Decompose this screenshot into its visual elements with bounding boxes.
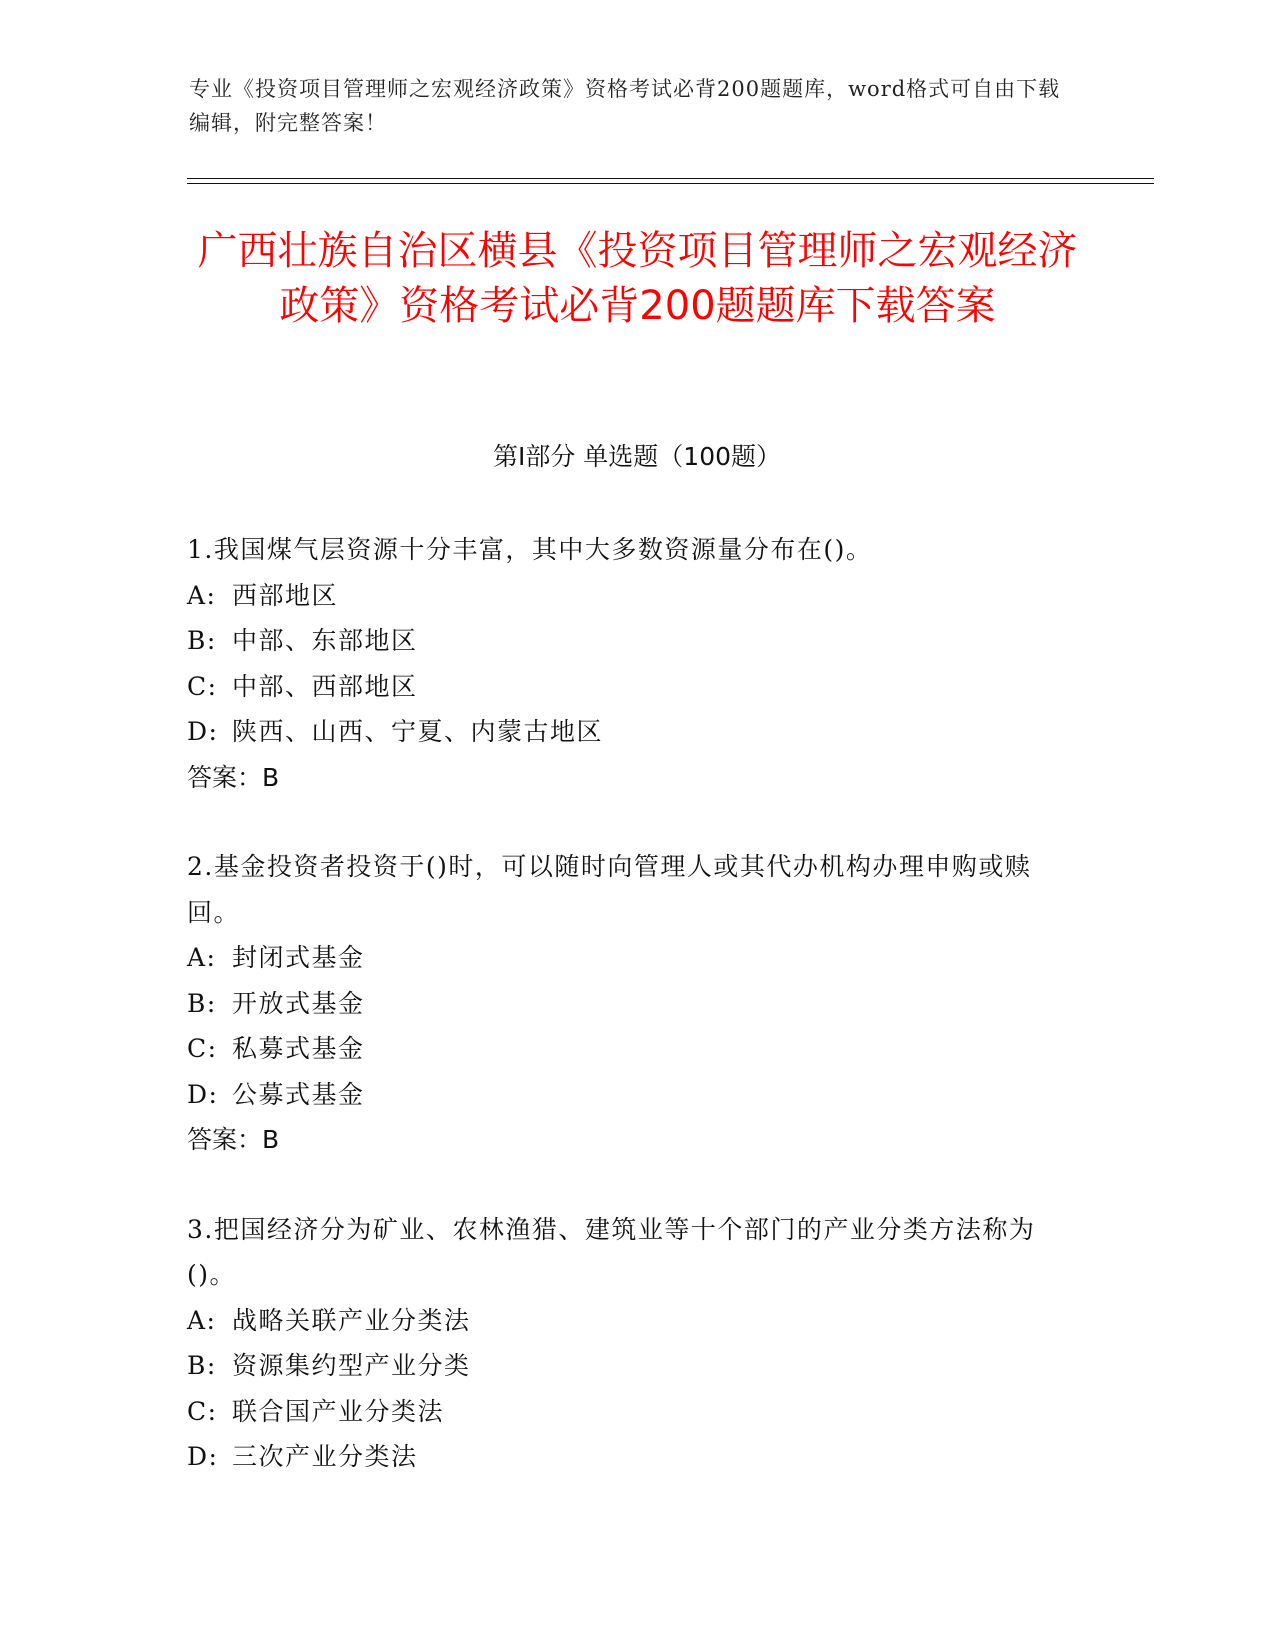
option-b — [187, 981, 1067, 1027]
option-text: 西部地区 — [232, 580, 339, 610]
option-text: 陕西、山西、宁夏、内蒙古地区 — [232, 717, 604, 746]
option-label: B: — [187, 988, 217, 1018]
option-label: D: — [187, 1442, 219, 1471]
question-text: 3.把国经济分为矿业、农林渔猎、建筑业等十个部门的产业分类方法称为()。 — [187, 1214, 1036, 1289]
option-d — [187, 709, 1067, 755]
option-label: C: — [187, 671, 218, 701]
option-b — [187, 1343, 1067, 1389]
option-text: 封闭式基金 — [232, 943, 365, 972]
option-a — [187, 935, 1067, 981]
option-c — [187, 1026, 1067, 1072]
option-text: 开放式基金 — [232, 988, 365, 1018]
question-2 — [187, 844, 1067, 1163]
option-label: A: — [187, 943, 217, 972]
answer-line: 答案：B — [187, 1125, 280, 1154]
option-text: 公募式基金 — [232, 1079, 365, 1109]
section-heading: 第I部分 单选题（100题） — [492, 442, 782, 471]
option-label: A: — [187, 1305, 217, 1335]
option-text: 私募式基金 — [232, 1034, 365, 1063]
header-note: 专业《投资项目管理师之宏观经济政策》资格考试必背200题题库，word格式可自由下载编辑，附完整答案！ — [189, 77, 1061, 135]
header-divider-bottom — [187, 183, 1154, 184]
option-text: 资源集约型产业分类 — [232, 1351, 471, 1380]
option-text: 战略关联产业分类法 — [232, 1305, 471, 1335]
option-text: 三次产业分类法 — [232, 1442, 418, 1471]
document-title: 广西壮族自治区横县《投资项目管理师之宏观经济政策》资格考试必背200题题库下载答案 — [197, 228, 1078, 329]
option-label: B: — [187, 1351, 217, 1380]
option-d — [187, 1072, 1067, 1118]
question-3 — [187, 1207, 1067, 1480]
question-text: 2.基金投资者投资于()时，可以随时向管理人或其代办机构办理申购或赎回。 — [187, 852, 1032, 927]
option-label: D: — [187, 1079, 219, 1109]
option-a — [187, 1298, 1067, 1344]
question-text: 1.我国煤气层资源十分丰富，其中大多数资源量分布在()。 — [187, 535, 873, 564]
option-label: B: — [187, 626, 217, 655]
option-label: C: — [187, 1034, 218, 1063]
option-label: A: — [187, 580, 217, 610]
option-text: 中部、西部地区 — [232, 671, 418, 701]
option-label: D: — [187, 717, 219, 746]
option-a — [187, 573, 1067, 619]
option-c — [187, 664, 1067, 710]
option-label: C: — [187, 1396, 218, 1426]
question-list — [187, 527, 1067, 1524]
option-text: 中部、东部地区 — [232, 626, 418, 655]
option-text: 联合国产业分类法 — [232, 1396, 445, 1426]
option-c — [187, 1389, 1067, 1435]
option-b — [187, 618, 1067, 664]
option-d — [187, 1434, 1067, 1480]
header-divider-top — [187, 178, 1154, 179]
question-1 — [187, 527, 1067, 800]
answer-line: 答案：B — [187, 762, 280, 792]
